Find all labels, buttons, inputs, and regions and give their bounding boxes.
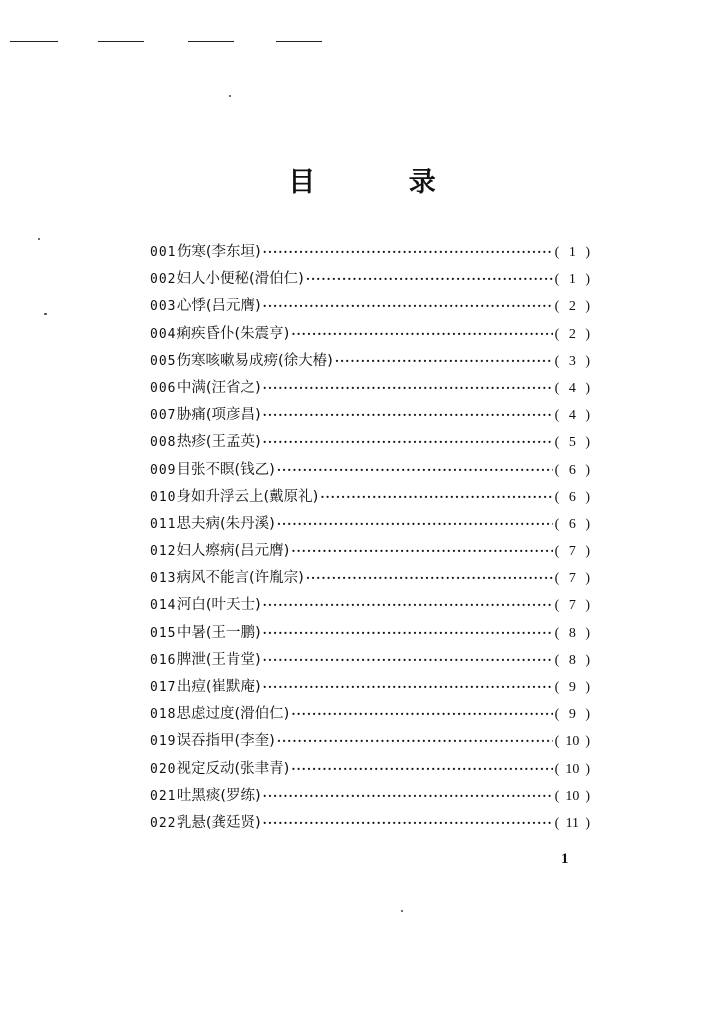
entry-title: 中暑(王一鹏) <box>176 624 261 641</box>
dot-leader <box>263 598 553 612</box>
scan-speck <box>44 313 47 315</box>
entry-number: 015 <box>150 625 177 641</box>
toc-entry[interactable] <box>150 702 590 729</box>
entry-page-number: 9 <box>568 680 576 695</box>
entry-title: 河白(叶天士) <box>176 597 261 614</box>
scan-speck <box>401 910 403 912</box>
entry-page-number: 3 <box>568 353 576 369</box>
dot-leader <box>263 653 553 667</box>
entry-page-number: 6 <box>568 462 576 478</box>
dot-leader <box>263 408 553 422</box>
dot-leader <box>291 762 552 776</box>
dot-leader <box>263 789 553 803</box>
entry-title: 伤寒(李东垣) <box>176 244 261 260</box>
entry-page-number: 10 <box>565 734 580 750</box>
entry-page: ( 9 ) <box>554 680 590 695</box>
dot-leader <box>263 680 553 694</box>
toc-entry[interactable] <box>150 430 590 457</box>
entry-title: 妇人瘵病(吕元膺) <box>176 543 290 560</box>
header-rule-4 <box>276 41 322 42</box>
entry-title: 误吞指甲(李奎) <box>176 733 275 750</box>
entry-page: ( 4 ) <box>554 380 590 396</box>
toc-entry[interactable] <box>150 294 590 321</box>
toc-entry[interactable] <box>150 784 590 811</box>
entry-page-number: 2 <box>568 299 576 315</box>
entry-page-number: 2 <box>568 326 576 342</box>
entry-title: 痢疾昏仆(朱震亨) <box>176 325 290 342</box>
entry-title: 身如升浮云上(戴原礼) <box>176 488 319 505</box>
entry-page: ( 2 ) <box>554 299 590 315</box>
toc-entry[interactable] <box>150 322 590 349</box>
entry-page: ( 8 ) <box>554 652 590 668</box>
entry-number: 017 <box>150 680 177 695</box>
dot-leader <box>291 544 552 558</box>
entry-title: 出痘(崔默庵) <box>176 679 261 695</box>
entry-page: ( 6 ) <box>554 489 590 505</box>
table-of-contents <box>150 240 590 838</box>
entry-page-number: 1 <box>568 245 576 260</box>
entry-page-number: 8 <box>568 625 576 641</box>
header-rule-2 <box>98 41 144 42</box>
entry-title: 胁痛(项彦昌) <box>176 407 261 424</box>
entry-title: 吐黑痰(罗练) <box>176 787 261 804</box>
entry-title: 热疹(王孟英) <box>176 434 261 451</box>
entry-number: 005 <box>150 353 177 369</box>
toc-entry[interactable] <box>150 458 590 485</box>
entry-title: 思夫病(朱丹溪) <box>176 515 275 532</box>
entry-number: 018 <box>150 707 177 723</box>
entry-number: 006 <box>150 380 177 396</box>
toc-entry[interactable] <box>150 811 590 838</box>
entry-page-number: 10 <box>565 788 580 804</box>
toc-entry[interactable] <box>150 566 590 593</box>
entry-page-number: 11 <box>565 815 580 831</box>
entry-number: 020 <box>150 761 177 777</box>
toc-entry[interactable] <box>150 403 590 430</box>
dot-leader <box>263 816 553 830</box>
entry-page-number: 6 <box>568 489 576 505</box>
entry-number: 022 <box>150 815 177 831</box>
toc-entry[interactable] <box>150 240 590 267</box>
entry-page: ( 3 ) <box>554 353 590 369</box>
dot-leader <box>291 327 552 341</box>
toc-entry[interactable] <box>150 729 590 756</box>
entry-number: 012 <box>150 544 177 560</box>
toc-entry[interactable] <box>150 376 590 403</box>
entry-page: ( 2 ) <box>554 326 590 342</box>
dot-leader <box>277 734 553 748</box>
entry-page: ( 1 ) <box>554 272 590 288</box>
entry-page: ( 11 ) <box>554 815 590 831</box>
dot-leader <box>277 463 553 477</box>
entry-title: 伤寒咳嗽易成痨(徐大椿) <box>176 352 333 369</box>
entry-number: 016 <box>150 652 177 668</box>
entry-number: 011 <box>150 516 177 532</box>
entry-number: 010 <box>150 489 177 505</box>
entry-page-number: 1 <box>568 272 576 288</box>
entry-title: 中满(汪省之) <box>176 379 261 396</box>
dot-leader <box>263 245 553 259</box>
header-rule-3 <box>188 41 234 42</box>
entry-title: 思虑过度(滑伯仁) <box>176 706 290 723</box>
entry-title: 视定反动(张聿青) <box>176 760 290 777</box>
dot-leader <box>263 299 553 313</box>
entry-page: ( 10 ) <box>554 734 590 750</box>
entry-title: 乳悬(龚廷贤) <box>176 814 261 831</box>
entry-number: 008 <box>150 435 177 451</box>
toc-entry[interactable] <box>150 485 590 512</box>
dot-leader <box>277 517 553 531</box>
entry-number: 019 <box>150 734 177 750</box>
entry-number: 004 <box>150 326 177 342</box>
entry-page-number: 4 <box>568 408 576 424</box>
entry-page: ( 10 ) <box>554 788 590 804</box>
dot-leader <box>335 354 553 368</box>
dot-leader <box>291 707 552 721</box>
dot-leader <box>306 272 553 286</box>
entry-page: ( 7 ) <box>554 598 590 614</box>
dot-leader <box>263 381 553 395</box>
entry-number: 009 <box>150 462 177 478</box>
dot-leader <box>263 626 553 640</box>
toc-entry[interactable] <box>150 757 590 784</box>
toc-entry[interactable] <box>150 675 590 702</box>
dot-leader <box>263 435 553 449</box>
entry-title: 心悸(吕元膺) <box>176 298 261 315</box>
entry-page: ( 6 ) <box>554 462 590 478</box>
entry-number: 021 <box>150 788 177 804</box>
dot-leader <box>306 571 553 585</box>
entry-page: ( 4 ) <box>554 408 590 424</box>
entry-page: ( 9 ) <box>554 707 590 723</box>
entry-page-number: 8 <box>568 652 576 668</box>
entry-page-number: 10 <box>565 761 580 777</box>
entry-page-number: 5 <box>568 435 576 451</box>
entry-page-number: 7 <box>568 544 576 560</box>
entry-page: ( 6 ) <box>554 516 590 532</box>
entry-number: 014 <box>150 598 177 614</box>
toc-entry[interactable] <box>150 512 590 539</box>
entry-page: ( 8 ) <box>554 625 590 641</box>
entry-page-number: 7 <box>568 598 576 614</box>
toc-entry[interactable] <box>150 349 590 376</box>
entry-page-number: 6 <box>568 516 576 532</box>
entry-title: 妇人小便秘(滑伯仁) <box>176 271 304 288</box>
toc-entry[interactable] <box>150 621 590 648</box>
toc-entry[interactable] <box>150 648 590 675</box>
entry-page: ( 1 ) <box>554 245 590 260</box>
entry-number: 001 <box>150 245 177 260</box>
page-number: 1 <box>561 851 569 867</box>
scan-speck <box>229 95 231 97</box>
entry-title: 目张不瞑(钱乙) <box>176 461 275 478</box>
entry-page: ( 10 ) <box>554 761 590 777</box>
entry-page-number: 9 <box>568 707 576 723</box>
page-title: 目 录 <box>288 167 478 198</box>
entry-title: 脾泄(王肯堂) <box>176 651 261 668</box>
entry-page-number: 4 <box>568 380 576 396</box>
toc-entry[interactable] <box>150 267 590 294</box>
entry-page: ( 7 ) <box>554 571 590 587</box>
toc-entry[interactable] <box>150 593 590 620</box>
entry-page: ( 5 ) <box>554 435 590 451</box>
entry-number: 013 <box>150 571 177 587</box>
entry-page: ( 7 ) <box>554 544 590 560</box>
scan-speck <box>38 238 40 240</box>
entry-page-number: 7 <box>568 571 576 587</box>
toc-entry[interactable] <box>150 539 590 566</box>
header-rule-1 <box>10 41 58 42</box>
entry-number: 003 <box>150 299 177 315</box>
dot-leader <box>320 490 552 504</box>
entry-number: 007 <box>150 408 177 424</box>
entry-title: 病风不能言(许胤宗) <box>176 570 304 587</box>
entry-number: 002 <box>150 272 177 288</box>
